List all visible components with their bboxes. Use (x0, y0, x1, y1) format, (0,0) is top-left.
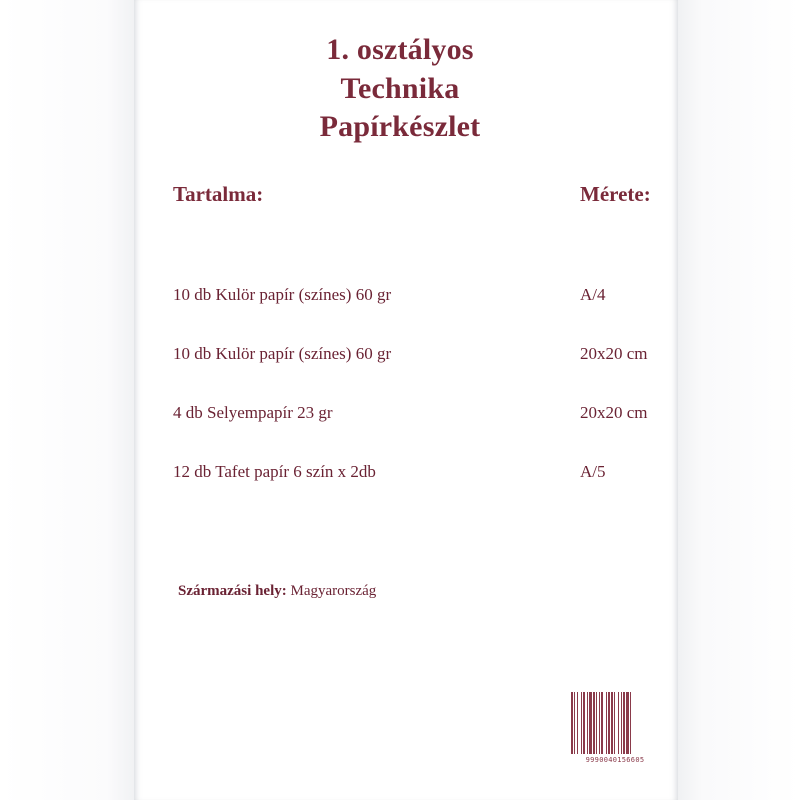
barcode-bar (587, 692, 588, 754)
item-size: A/4 (580, 285, 606, 304)
barcode-bars (568, 690, 662, 756)
item-description: 12 db Tafet papír 6 szín x 2db (173, 462, 376, 481)
list-item (173, 285, 673, 311)
list-item (173, 344, 673, 370)
barcode-number: 9990040156605 (585, 756, 645, 764)
barcode-bar (571, 692, 573, 754)
barcode-bar (583, 692, 585, 754)
title-line-1: 1. osztályos (326, 33, 474, 66)
item-description: 10 db Kulör papír (színes) 60 gr (173, 285, 392, 304)
barcode-bar (614, 692, 615, 754)
origin-value: Magyarország (290, 583, 377, 599)
barcode-bar (574, 692, 575, 754)
title-line-2: Technika (340, 72, 460, 105)
barcode-bar (589, 692, 592, 754)
barcode (568, 690, 662, 768)
barcode-bar (608, 692, 610, 754)
title-line-3: Papírkészlet (319, 110, 481, 143)
barcode-bar (621, 692, 622, 754)
barcode-bar (630, 692, 631, 754)
barcode-bar (577, 692, 578, 754)
origin-line (178, 583, 376, 600)
barcode-bar (601, 692, 603, 754)
barcode-bar (606, 692, 607, 754)
barcode-bar (626, 692, 629, 754)
origin-label: Származási hely: (178, 583, 287, 599)
item-description: 4 db Selyempapír 23 gr (173, 403, 333, 422)
barcode-bar (599, 692, 600, 754)
barcode-bar (618, 692, 619, 754)
list-item (173, 403, 673, 429)
item-size: 20x20 cm (580, 403, 648, 422)
item-size: 20x20 cm (580, 344, 648, 363)
barcode-bar (581, 692, 582, 754)
size-header: Mérete: (580, 182, 651, 206)
barcode-bar (596, 692, 597, 754)
barcode-bar (593, 692, 595, 754)
item-description: 10 db Kulör papír (színes) 60 gr (173, 344, 392, 363)
barcode-bar (611, 692, 613, 754)
barcode-bar (623, 692, 625, 754)
list-item (173, 462, 673, 488)
item-size: A/5 (580, 462, 606, 481)
contents-header: Tartalma: (173, 182, 264, 206)
